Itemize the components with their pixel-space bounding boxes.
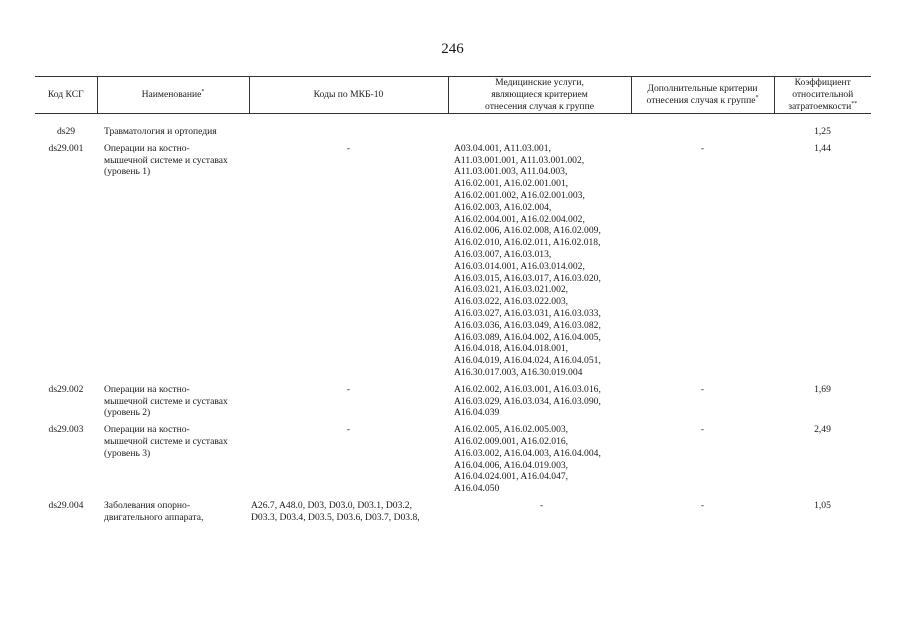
cell-mkb xyxy=(249,143,448,384)
cell-code: ds29.003 xyxy=(48,424,84,436)
service-line: A16.02.003, A16.02.004, xyxy=(454,201,552,213)
header-coef: Коэффициент относительной затратоемкости** xyxy=(774,77,871,114)
header-code: Код КСГ xyxy=(35,77,97,114)
table-body xyxy=(35,114,871,529)
service-line: A16.03.021, A16.03.021.002, xyxy=(454,284,569,296)
name-line: (уровень 1) xyxy=(104,166,151,178)
name-line: мышечной системе и суставах xyxy=(104,395,228,407)
service-line: A16.03.022, A16.03.022.003, xyxy=(454,296,569,308)
mkb-line: - xyxy=(346,383,351,395)
cell-additional: - xyxy=(700,383,705,395)
cell-code: ds29.004 xyxy=(48,499,84,511)
service-line: A16.02.006, A16.02.008, A16.02.009, xyxy=(454,225,601,237)
cell-services xyxy=(448,143,631,384)
table-row xyxy=(35,500,871,529)
cell-additional: - xyxy=(700,142,705,154)
name-line: мышечной системе и суставах xyxy=(104,435,228,447)
name-line: мышечной системе и суставах xyxy=(104,154,228,166)
cell-code: ds29 xyxy=(56,126,76,137)
name-line: Операции на костно- xyxy=(104,383,190,395)
cell-name xyxy=(97,143,249,384)
name-line: (уровень 3) xyxy=(104,447,151,459)
header-services: Медицинские услуги, являющиеся критерием отнесения случая к группе xyxy=(448,77,631,114)
service-line: A16.04.024.001, A16.04.047, xyxy=(454,471,569,483)
service-line: A16.02.004.001, A16.02.004.002, xyxy=(454,213,585,225)
service-line: A16.04.018, A16.04.018.001, xyxy=(454,343,569,355)
cell-code: ds29.002 xyxy=(48,383,84,395)
service-line: A16.02.010, A16.02.011, A16.02.018, xyxy=(454,237,601,249)
mkb-line: - xyxy=(346,424,351,436)
page-number: 246 xyxy=(441,41,464,57)
cell-mkb xyxy=(249,500,448,529)
cell-additional: - xyxy=(700,424,705,436)
cell-name xyxy=(97,126,249,143)
service-line: A16.04.019, A16.04.024, A16.04.051, xyxy=(454,355,601,367)
cell-name xyxy=(97,424,249,500)
cell-coef: 1,05 xyxy=(814,499,831,511)
cell-coef: 1,69 xyxy=(814,383,831,395)
name-line: двигательного аппарата, xyxy=(104,511,204,523)
cell-additional: - xyxy=(700,499,705,511)
header-name: Наименование* xyxy=(97,77,249,114)
service-line: A16.03.027, A16.03.031, A16.03.033, xyxy=(454,307,601,319)
service-line: A03.04.001, A11.03.001, xyxy=(454,142,551,154)
service-line: A11.03.001.001, A11.03.001.002, xyxy=(454,154,585,166)
cell-services xyxy=(448,126,631,143)
service-line: A16.03.007, A16.03.013, xyxy=(454,248,552,260)
header-additional: Дополнительные критерии отнесения случая к группе* xyxy=(631,77,774,114)
ksg-table xyxy=(35,76,871,529)
cell-mkb xyxy=(249,384,448,424)
service-line: A16.30.017.003, A16.30.019.004 xyxy=(454,366,583,378)
cell-services xyxy=(448,384,631,424)
mkb-line: D03.3, D03.4, D03.5, D03.6, D03.7, D03.8, xyxy=(251,511,420,523)
table-row xyxy=(35,424,871,500)
cell-name xyxy=(97,384,249,424)
cell-coef: 2,49 xyxy=(814,424,831,436)
table-spacer xyxy=(35,114,871,127)
cell-services xyxy=(448,500,631,529)
service-line: A16.02.002, A16.03.001, A16.03.016, xyxy=(454,383,601,395)
service-line: A16.03.015, A16.03.017, A16.03.020, xyxy=(454,272,601,284)
name-line: Травматология и ортопедия xyxy=(104,126,217,137)
service-line: A16.02.001, A16.02.001.001, xyxy=(454,178,569,190)
service-line: A16.03.029, A16.03.034, A16.03.090, xyxy=(454,395,601,407)
name-line: Операции на костно- xyxy=(104,424,190,436)
table-row xyxy=(35,126,871,143)
mkb-line: A26.7, A48.0, D03, D03.0, D03.1, D03.2, xyxy=(251,499,412,511)
service-line: - xyxy=(539,499,544,511)
service-line: A11.03.001.003, A11.04.003, xyxy=(454,166,568,178)
cell-code: ds29.001 xyxy=(48,142,84,154)
cell-mkb xyxy=(249,424,448,500)
cell-coef: 1,25 xyxy=(814,126,831,137)
mkb-line: - xyxy=(346,142,351,154)
cell-coef: 1,44 xyxy=(814,142,831,154)
service-line: A16.03.089, A16.04.002, A16.04.005, xyxy=(454,331,601,343)
name-line: (уровень 2) xyxy=(104,407,151,419)
cell-mkb xyxy=(249,126,448,143)
service-line: A16.03.014.001, A16.03.014.002, xyxy=(454,260,585,272)
service-line: A16.02.009.001, A16.02.016, xyxy=(454,435,569,447)
cell-name xyxy=(97,500,249,529)
service-line: A16.04.006, A16.04.019.003, xyxy=(454,459,569,471)
table-row xyxy=(35,384,871,424)
name-line: Операции на костно- xyxy=(104,142,190,154)
service-line: A16.03.036, A16.03.049, A16.03.082, xyxy=(454,319,601,331)
table-header-row xyxy=(35,77,871,114)
cell-additional xyxy=(631,126,774,143)
service-line: A16.02.001.002, A16.02.001.003, xyxy=(454,189,585,201)
cell-services xyxy=(448,424,631,500)
service-line: A16.02.005, A16.02.005.003, xyxy=(454,424,569,436)
name-line: Заболевания опорно- xyxy=(104,499,191,511)
service-line: A16.03.002, A16.04.003, A16.04.004, xyxy=(454,447,601,459)
header-mkb: Коды по МКБ-10 xyxy=(249,77,448,114)
service-line: A16.04.039 xyxy=(454,407,500,419)
table-row xyxy=(35,143,871,384)
service-line: A16.04.050 xyxy=(454,483,500,495)
